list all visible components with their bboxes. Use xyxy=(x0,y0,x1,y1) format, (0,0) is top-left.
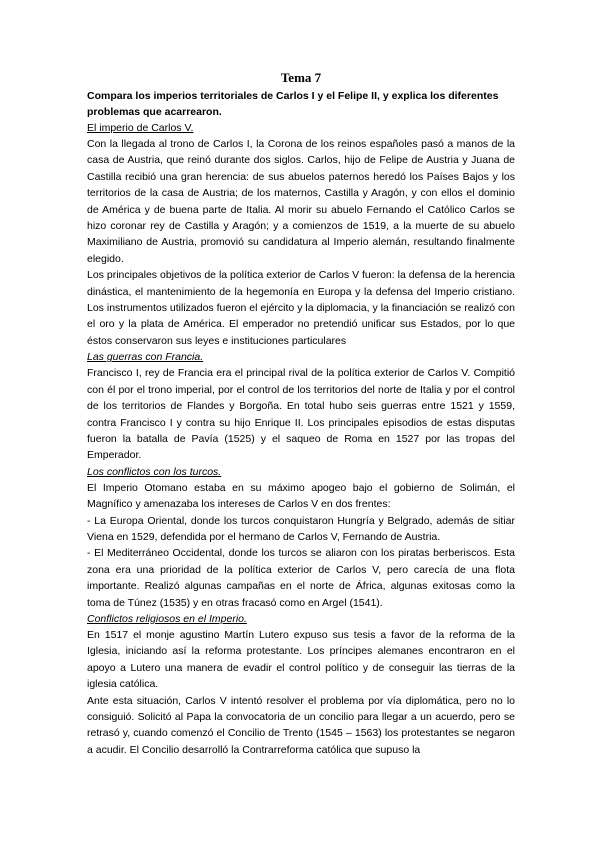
section-heading-religiosos: Conflictos religiosos en el Imperio. xyxy=(87,612,247,625)
paragraph: Con la llegada al trono de Carlos I, la Corona de los reinos españoles pasó a manos de la casa de Austria, que reinó durante dos siglos. Carlos, hijo de Felipe de Austria y Juana de Castilla recibió una gran herencia: de sus abuelos paternos heredó los Países Bajos y los territorios de la casa de Austria; de los maternos, Castilla y Aragón, y con ellos el dominio de América y de buena parte de Italia. Al morir su abuelo Fernando el Católico Carlos se hizo coronar rey de Castilla y Aragón; y a comienzos de 1519, a la muerte de su abuelo Maximiliano de Austria, promovió su candidatura al Imperio alemán, resultando finalmente elegido. xyxy=(87,138,515,265)
question-text: Compara los imperios territoriales de Carlos I y el Felipe II, y explica los diferentes problemas que acarrearon. xyxy=(87,90,499,118)
paragraph: Francisco I, rey de Francia era el principal rival de la política exterior de Carlos V. Compitió con él por el trono imperial, por el control de los territorios del norte de Italia y por el control de los territorios de Flandes y Borgoña. En total hubo seis guerras entre 1521 y 1559, contra Francisco I y contra su hijo Enrique II. Los principales episodios de estas disputas fueron la batalla de Pavía (1525) y el saqueo de Roma en 1527 por las tropas del Emperador. xyxy=(87,367,515,462)
paragraph: En 1517 el monje agustino Martín Lutero expuso sus tesis a favor de la reforma de la Iglesia, iniciando así la reforma protestante. Los príncipes alemanes encontraron en el apoyo a Lutero una manera de evadir el control político y de conseguir las tierras de la iglesia católica. xyxy=(87,628,515,691)
paragraph: Ante esta situación, Carlos V intentó resolver el problema por vía diplomática, pero no lo consiguió. Solicitó al Papa la convocatoria de un concilio para llegar a un acuerdo, pero se retrasó y, cuando comenzó el Concilio de Trento (1545 – 1563) los protestantes se negaron a acudir. El Concilio desarrolló la Contrarreforma católica que supuso la xyxy=(87,694,515,756)
list-item-paragraph: - La Europa Oriental, donde los turcos conquistaron Hungría y Belgrado, además de sitiar Viena en 1529, defendida por el hermano de Carlos V, Fernando de Austria. xyxy=(87,514,515,543)
section-heading-imperio: El imperio de Carlos V. xyxy=(87,122,194,134)
paragraph: Los principales objetivos de la política exterior de Carlos V fueron: la defensa de la herencia dinástica, el mantenimiento de la hegemonía en Europa y la defensa del Imperio cristiano. Los instrumentos utilizados fueron el ejército y la diplomacia, y la financiación se realizó con el oro y la plata de América. El emperador no pretendió unificar sus Estados, por lo que éstos conservaron sus leyes e instituciones particulares xyxy=(87,269,515,347)
section-heading-turcos: Los conflictos con los turcos. xyxy=(87,465,222,478)
document-page xyxy=(87,70,515,758)
section-heading-francia: Las guerras con Francia. xyxy=(87,351,204,364)
list-item-paragraph: - El Mediterráneo Occidental, donde los turcos se aliaron con los piratas berberiscos. Esta zona era una prioridad de la política exterior de Carlos V, pero carecía de una flota importante. Realizó algunas campañas en el norte de África, algunas exitosas como la toma de Túnez (1535) y en otras fracasó como en Argel (1541). xyxy=(87,547,515,609)
document-title: Tema 7 xyxy=(280,70,322,85)
paragraph: El Imperio Otomano estaba en su máximo apogeo bajo el gobierno de Solimán, el Magnífico y amenazaba los intereses de Carlos V en dos frentes: xyxy=(87,481,515,511)
